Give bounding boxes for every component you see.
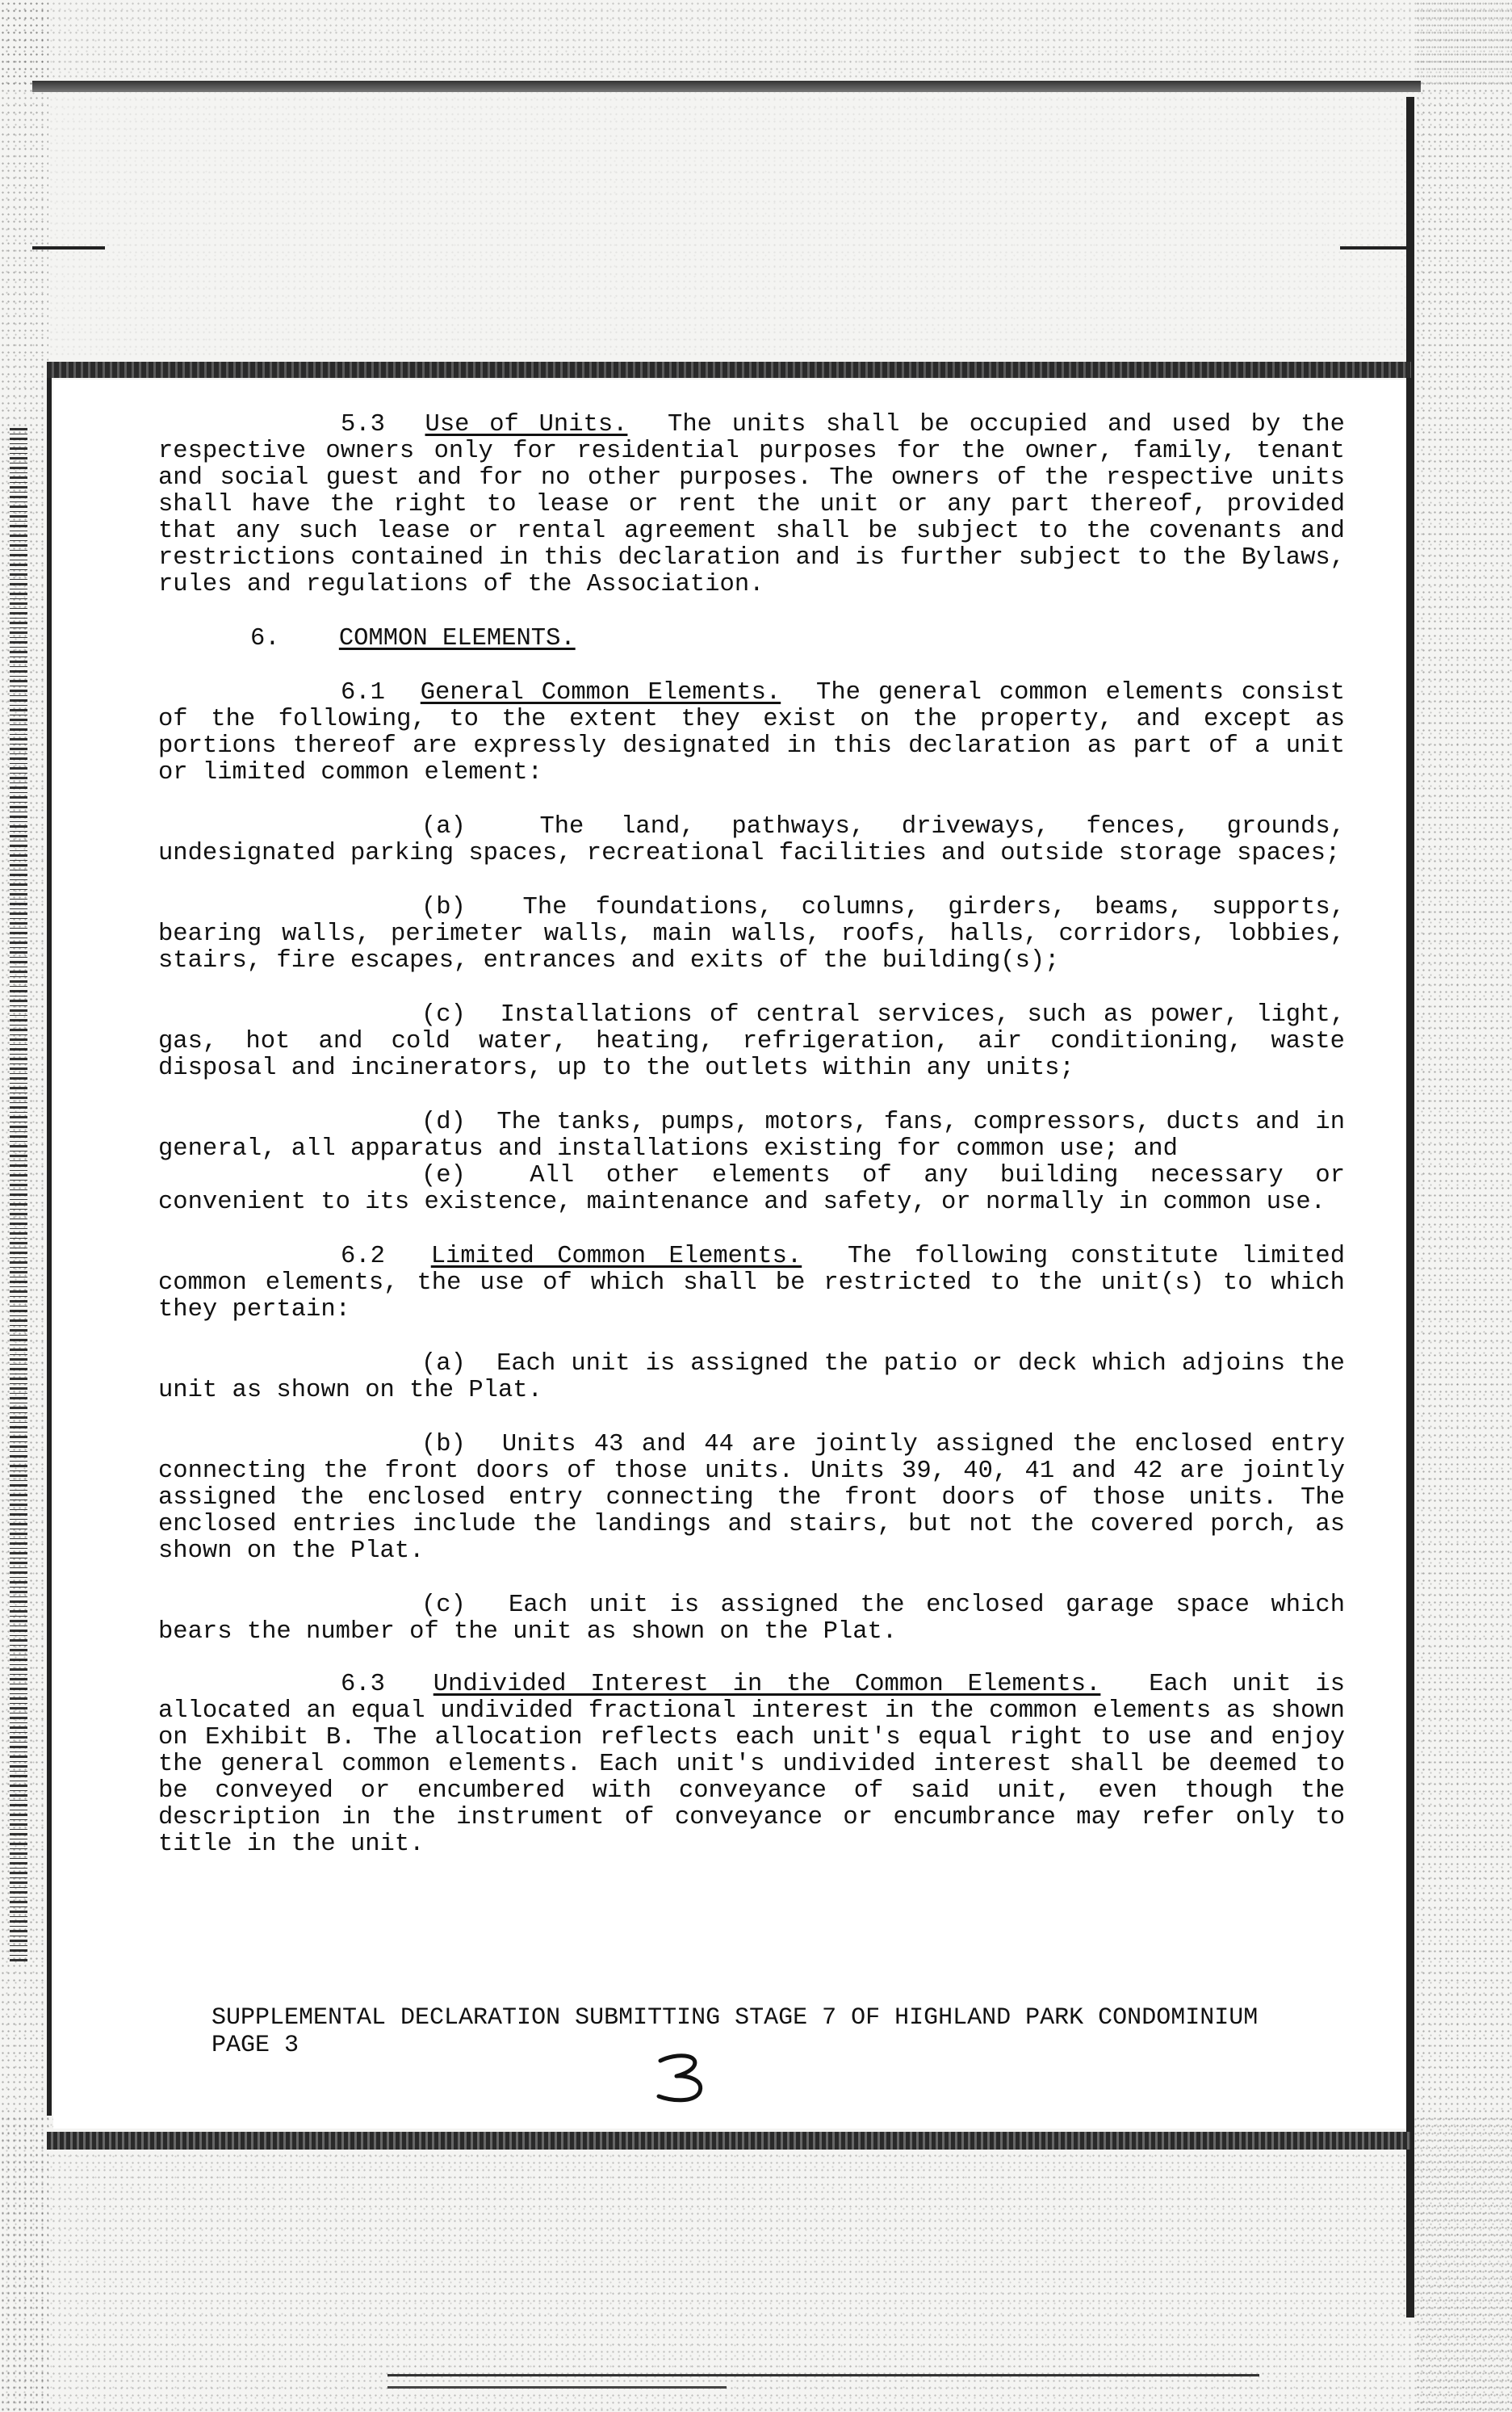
list-item — [158, 1351, 1345, 1404]
list-item-text: The land, pathways, driveways, fences, grounds, undesignated parking spaces, recreational facilities and outside storage spaces; — [158, 813, 1345, 867]
document-body — [158, 412, 1345, 1858]
section-title: General Common Elements. — [420, 679, 781, 707]
scan-bottom-rule — [387, 2374, 1259, 2376]
list-item-label: (d) — [421, 1109, 466, 1136]
section-text: The general common elements consist of the following, to the extent they exist on the property, and except as portions thereof are expressly designated in this declaration as part of a unit or limited common element: — [158, 679, 1346, 787]
list-item-text: The tanks, pumps, motors, fans, compressors, ducts and in general, all apparatus and installations existing for common use; and — [158, 1109, 1345, 1163]
section-6-3 — [158, 1672, 1345, 1858]
scan-bottom-rule-short — [387, 2386, 727, 2389]
section-text: Each unit is allocated an equal undivided fractional interest in the common elements as shown on Exhibit B. The allocation reflects each unit's equal right to use and enjoy the general common elements. Each unit's undivided interest shall be deemed to be conveyed or encumbered with conveyance of said unit, even though the description in the instrument of conveyance or encumbrance may refer only to title in the unit. — [158, 1671, 1346, 1858]
list-item-text: The foundations, columns, girders, beams, supports, bearing walls, perimeter walls, main walls, roofs, halls, corridors, lobbies, stairs, fire escapes, entrances and exits of the building(s); — [158, 894, 1346, 975]
list-item-label: (a) — [421, 1350, 466, 1378]
section-6-heading — [158, 626, 1345, 652]
scan-tick-left — [32, 246, 105, 250]
section-number: 6.3 — [341, 1671, 385, 1698]
scan-top-rule — [32, 81, 1421, 92]
section-number: 5.3 — [341, 411, 385, 438]
scan-tick-right — [1340, 246, 1413, 250]
section-6-1 — [158, 680, 1345, 787]
section-5-3 — [158, 412, 1345, 598]
section-number: 6.1 — [341, 679, 385, 707]
section-6-2 — [158, 1244, 1345, 1323]
page-frame-left — [47, 371, 52, 2116]
section-text: The units shall be occupied and used by the respective owners only for residential purposes for the owner, family, tenant and social guest and for no other purposes. The owners of the respective units shall have the right to lease or rent the unit or any part thereof, provided that any such lease or rental agreement shall be subject to the covenants and restrictions contained in this declaration and is further subject to the Bylaws, rules and regulations of the Association. — [158, 411, 1345, 598]
list-item — [158, 895, 1345, 975]
page-frame-bottom — [47, 2132, 1411, 2150]
scan-noise-right — [1415, 0, 1512, 2412]
list-item-text: All other elements of any building necessary or convenient to its existence, maintenance and safety, or normally in common use. — [158, 1162, 1345, 1216]
list-item-label: (b) — [421, 1431, 466, 1458]
scan-noise-band — [48, 89, 1421, 355]
section-text: The following constitute limited common elements, the use of which shall be restricted to the unit(s) to which they pertain: — [158, 1243, 1346, 1323]
section-title: Undivided Interest in the Common Elements. — [433, 1671, 1101, 1698]
list-item-label: (c) — [421, 1001, 466, 1029]
list-item-text: Each unit is assigned the enclosed garage space which bears the number of the unit as shown on the Plat. — [158, 1592, 1345, 1646]
page-frame-top — [47, 362, 1411, 378]
list-item — [158, 1592, 1345, 1646]
list-item-label: (c) — [421, 1592, 466, 1619]
footer-title: SUPPLEMENTAL DECLARATION SUBMITTING STAGE 7 OF HIGHLAND PARK CONDOMINIUM — [212, 2004, 1259, 2032]
section-title: COMMON ELEMENTS. — [338, 625, 576, 652]
scan-noise-bottom — [0, 2116, 1512, 2412]
footer-page-label: PAGE 3 — [212, 2032, 299, 2059]
list-item-text: Each unit is assigned the patio or deck which adjoins the unit as shown on the Plat. — [158, 1350, 1345, 1404]
handwritten-page-number — [652, 2049, 717, 2106]
list-item-label: (a) — [421, 813, 466, 841]
list-item — [158, 814, 1345, 867]
section-title: Limited Common Elements. — [430, 1243, 802, 1270]
section-number: 6.2 — [341, 1243, 385, 1270]
list-item — [158, 1110, 1345, 1163]
list-item-label: (e) — [421, 1162, 466, 1189]
list-item-text: Installations of central services, such as power, light, gas, hot and cold water, heating, refrigeration, air conditioning, waste disposal and incinerators, up to the outlets within any units; — [158, 1001, 1345, 1082]
document-footer — [212, 2004, 1358, 2059]
section-title: Use of Units. — [425, 411, 628, 438]
scan-noise-top — [0, 0, 1512, 89]
page-frame-right — [1406, 97, 1414, 2318]
list-item — [158, 1163, 1345, 1216]
list-item — [158, 1432, 1345, 1565]
list-item-text: Units 43 and 44 are jointly assigned the enclosed entry connecting the front doors of those units. Units 39, 40, 41 and 42 are jointly assigned the enclosed entry connecting the front doors of those units. The enclosed entries include the landings and stairs, but not the covered porch, as shown on the Plat. — [158, 1431, 1345, 1565]
list-item — [158, 1002, 1345, 1082]
list-item-label: (b) — [421, 894, 466, 921]
scan-side-barcode — [10, 428, 27, 1962]
section-number: 6. — [250, 625, 280, 652]
